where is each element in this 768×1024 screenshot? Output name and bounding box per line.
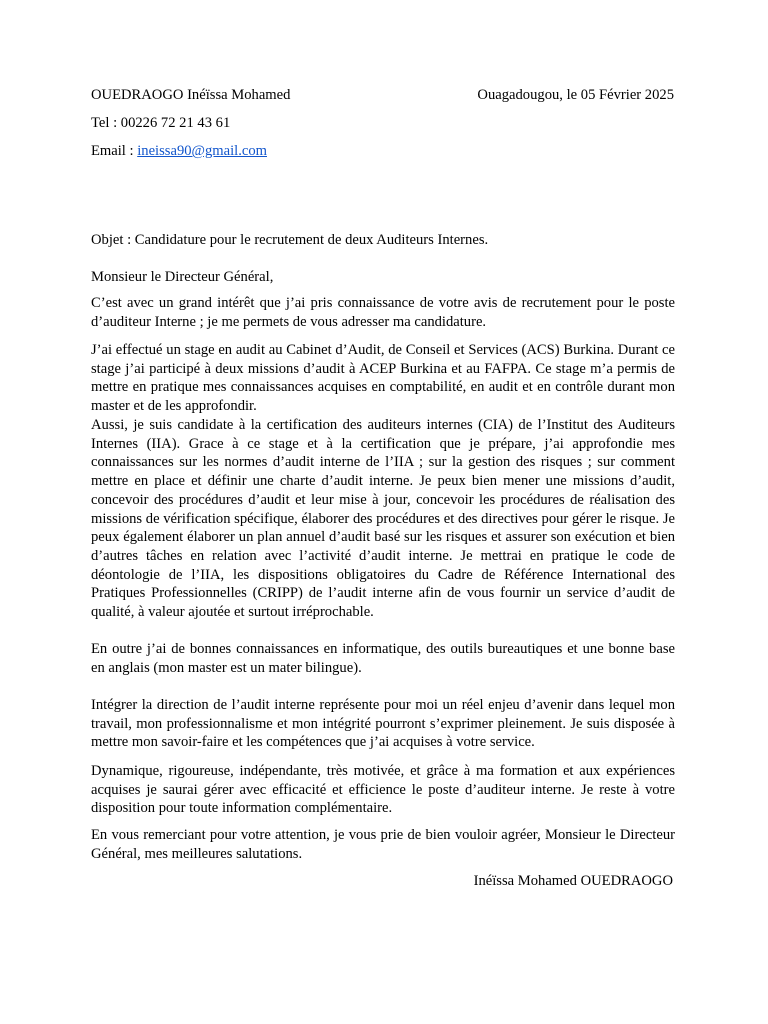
sender-name: OUEDRAOGO Inéïssa Mohamed (91, 87, 291, 103)
place-date: Ouagadougou, le 05 Février 2025 (477, 87, 674, 103)
paragraph-qualites: Dynamique, rigoureuse, indépendante, très motivée, et grâce à ma formation et aux expériences acquises je saurai gérer avec efficacité et efficience le poste d’auditeur interne. Je reste à votre disposition pour toute information complémentaire. (91, 763, 675, 817)
paragraph-informatique: En outre j’ai de bonnes connaissances en informatique, des outils bureautiques et une bonne base en anglais (mon master est un mater bilingue). (91, 641, 675, 676)
subject-line: Objet : Candidature pour le recrutement de deux Auditeurs Internes. (91, 232, 489, 248)
phone-number: 00226 72 21 43 61 (120, 115, 231, 131)
signature: Inéïssa Mohamed OUEDRAOGO (473, 873, 673, 889)
paragraph-enjeu: Intégrer la direction de l’audit interne représente pour moi un réel enjeu d’avenir dans lequel mon travail, mon professionnalisme et mon intégrité pourront s’exprimer pleinement. Je suis disposée à mettre mon savoir-faire et les compétences que j’ai acquises à votre service. (91, 697, 675, 751)
email-link[interactable]: ineissa90@gmail.com (137, 143, 267, 159)
paragraph-closing: En vous remerciant pour votre attention, je vous prie de bien vouloir agréer, Monsieur le Directeur Général, mes meilleures salutations. (91, 827, 675, 862)
email-label: Email : (91, 143, 138, 159)
paragraph-intro: C’est avec un grand intérêt que j’ai pris connaissance de votre avis de recrutement pour le poste d’auditeur Interne ; je me permets de vous adresser ma candidature. (91, 295, 675, 330)
phone-label: Tel : (91, 115, 121, 131)
salutation: Monsieur le Directeur Général, (91, 269, 274, 285)
paragraph-stage: J’ai effectué un stage en audit au Cabinet d’Audit, de Conseil et Services (ACS) Burkina. Durant ce stage j’ai participé à deux missions d’audit à ACEP Burkina et au FAFPA. Ce stage m’a permis de mettre en pratique mes connaissances acquises en comptabilité, en audit et en contrôle durant mon master et de les approfondir. (91, 342, 675, 415)
phone-line (91, 114, 230, 132)
paragraph-certification: Aussi, je suis candidate à la certification des auditeurs internes (CIA) de l’Institut des Auditeurs Internes (IIA). Grace à ce stage et à la certification que je prépare, j’ai approfondie mes connaissances sur les normes d’audit interne de l’IIA ; sur la gestion des risques ; sur comment mettre en place et définir une charte d’audit interne. Je peux bien mener une missions d’audit, concevoir des procédures d’audit et leur mise à jour, concevoir les procédures de réalisation des missions de vérification spécifique, élaborer des procédures et des directives pour gérer le risque. Je peux également élaborer un plan annuel d’audit basé sur les risques et assurer son exécution et bien d’autres tâches en relation avec l’activité d’audit interne. Je mettrai en pratique le code de déontologie de l’IIA, les dispositions obligatoires du Cadre de Référence International des Pratiques Professionnelles (CRIPP) de l’audit interne afin de vous fournir un service d’audit de qualité, à valeur ajoutée et surtout irréprochable. (91, 417, 675, 621)
email-line (91, 142, 267, 160)
